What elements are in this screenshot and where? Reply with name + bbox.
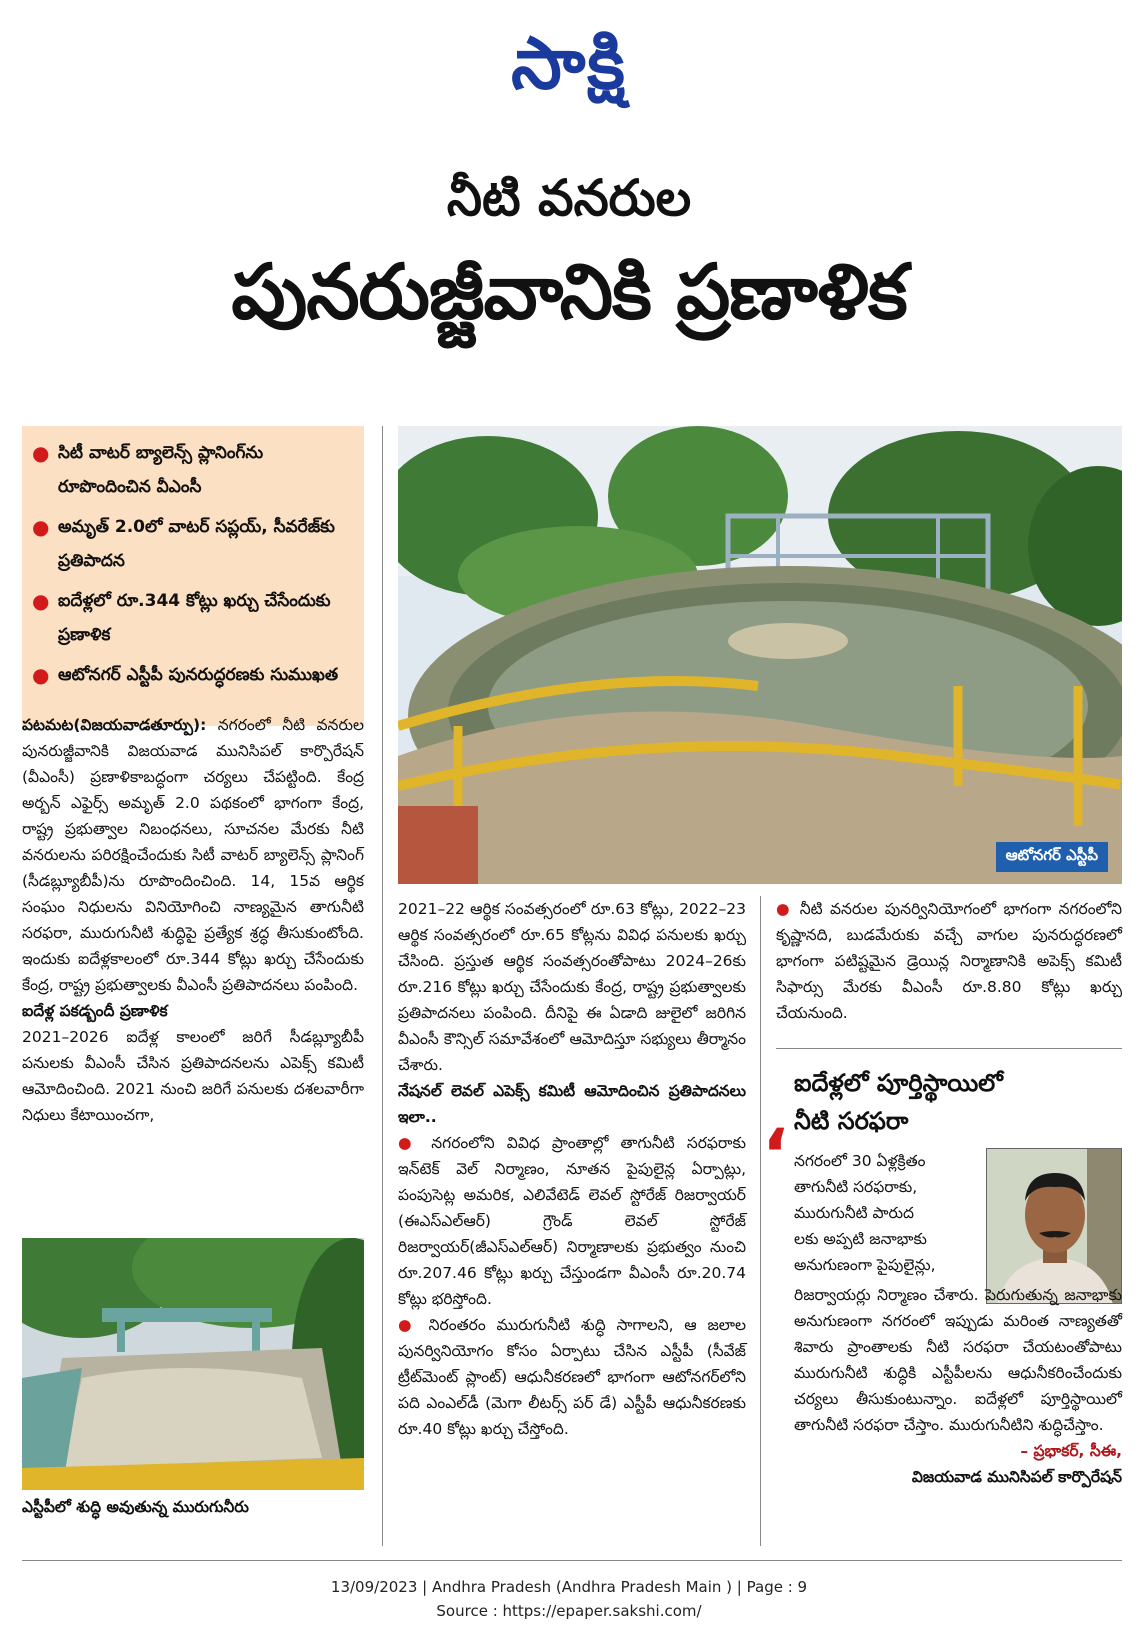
article-bullet [776,896,1122,1026]
page-footer [0,1575,1138,1623]
footer-source: Source : https://epaper.sakshi.com/ [436,1602,702,1620]
article-bullet [398,1312,746,1442]
quote-line: లకు అప్పటి జనాభాకు [794,1230,927,1248]
article-paragraph [22,712,364,998]
article-column-3 [776,896,1122,1026]
highlight-text: ఆటోనగర్ ఎస్టీపీ పునరుద్ధరణకు సుముఖత [58,665,339,685]
stp-photo-illustration [398,426,1122,884]
article-column-2 [398,896,746,1442]
quote-heading-line: ఐదేళ్లలో పూర్తిస్థాయిలో [794,1069,1003,1097]
quote-paragraph: రిజర్వాయర్లు నిర్మాణం చేశారు. పెరుగుతున్న జనాభాకు అనుగుణంగా నగరంలో ఇప్పుడు మరింత నాణ్యతతో శివారు ప్రాంతాలకు నీటి సరఫరా చేయటంతోపాటు మురుగునీటి శుద్ధికి ఎస్టీపీలను ఆధునీకరించేందుకు చర్యలు తీసుకుంటున్నాం. ఐదేళ్లలో పూర్తిస్థాయిలో తాగునీటి సరఫరా చేస్తాం. మురుగునీటిని శుద్ధిచేస్తాం. [794,1286,1122,1434]
article-paragraph: 2021–2026 ఐదేళ్ల కాలంలో జరిగే సీడబ్ల్యూబీపీ పనులకు వీఎంసీ చేసిన ప్రతిపాదనలను ఎపెక్స్ కమిటీ ఆమోదించింది. 2021 నుంచి జరిగే పనులకు దశలవారీగా నిధులు కేటాయించగా, [22,1028,364,1124]
highlight-item [32,436,350,504]
subheading: ఐదేళ్ల పకడ్బందీ ప్రణాళిక [22,1002,168,1020]
quote-mark-icon: ‘ [762,1114,789,1196]
bullet-icon: ● [32,663,50,687]
portrait-illustration [987,1149,1122,1304]
quote-line: నగరంలో 30 ఏళ్లక్రితం [794,1152,926,1170]
article-text: నగరంలోని వివిధ ప్రాంతాల్లో తాగునీటి సరఫరాకు ఇన్‌టెక్ వెల్ నిర్మాణం, నూతన పైపులైన్ల ఏర్పాట్లు, పంపుసెట్ల అమరిక, ఎలివేటెడ్ లెవల్ స్టోరేజ్ రిజర్వాయర్ (ఈఎస్ఎల్ఆర్) గ్రౌండ్ లెవల్ స్టోరేజ్ రిజర్వాయర్(జీఎస్ఎల్ఆర్) నిర్మాణాలకు ప్రభుత్వం నుంచి రూ.207.46 కోట్లు ఖర్చు చేస్తుండగా వీఎంసీ రూ.20.74 కోట్లు భరిస్తోంది. [398,1134,747,1308]
quote-heading-line: నీటి సరఫరా [794,1107,909,1135]
stp-sewage-photo [22,1238,364,1490]
sakshi-logo: సాక్షి [511,21,627,105]
dateline: పటమట(విజయవాడతూర్పు): [22,716,207,734]
subheading: నేషనల్ లెవల్ ఎపెక్స్ కమిటీ ఆమోదించిన ప్రతిపాదనలు ఇలా.. [398,1082,746,1126]
headline-main: పునరుజ్జీవానికి ప్రణాళిక [231,247,907,336]
highlight-item [32,584,350,652]
quote-text [794,1282,1122,1490]
article-text: నీటి వనరుల పునర్వినియోగంలో భాగంగా నగరంలోని కృష్ణానది, బుడమేరుకు వచ్చే వాగుల పునరుద్ధరణలో భాగంగా పటిష్టమైన డ్రెయిన్ల నిర్మాణానికి అపెక్స్ కమిటీ సిఫార్సు మేరకు వీఎంసీ రూ.8.80 కోట్లు ఖర్చు చేయనుంది. [776,900,1122,1022]
highlight-text: సిటీ వాటర్ బ్యాలెన్స్ ప్లానింగ్‌ను రూపొందించిన వీఎంసీ [58,443,264,497]
bullet-icon: ● [776,900,800,918]
quote-attribution: – ప్రభాకర్, సీఈ, [1020,1442,1122,1460]
quote-heading [794,1064,1124,1140]
article-paragraph: 2021–22 ఆర్థిక సంవత్సరంలో రూ.63 కోట్లు, 2022–23 ఆర్థిక సంవత్సరంలో రూ.65 కోట్లను వివిధ పనులకు ఖర్చు చేసింది. ప్రస్తుత ఆర్థిక సంవత్సరంతోపాటు 2024–26కు రూ.216 కోట్లు ఖర్చు చేసేందుకు కేంద్ర, రాష్ట్ర ప్రభుత్వాలకు ప్రతిపాదనలు పంపింది. దీనిపై ఈ ఏడాది జులైలో జరిగిన వీఎంసీ కౌన్సిల్ సమావేశంలో ఆమోదిస్తూ సభ్యులు తీర్మానం చేశారు. [398,900,746,1074]
highlights-box [22,426,364,726]
article-text: నగరంలో నీటి వనరుల పునరుజ్జీవానికి విజయవాడ మునిసిపల్ కార్పొరేషన్ (వీఎంసీ) ప్రణాళికాబద్ధంగా చర్యలు చేపట్టింది. కేంద్ర అర్బన్ ఎఫైర్స్ అమృత్ 2.0 పథకంలో భాగంగా కేంద్ర, రాష్ట్ర ప్రభుత్వాల నిబంధనలు, సూచనల మేరకు నీటి వనరులను పరిరక్షించేందుకు సిటీ వాటర్ బ్యాలెన్స్ ప్లానింగ్ (సీడబ్ల్యూబీపీ)ను రూపొందించింది. 14, 15వ ఆర్థిక సంఘం నిధులను వినియోగించి నాణ్యమైన తాగునీటి సరఫరా, మురుగునీటి శుద్ధిపై ప్రత్యేక శ్రద్ధ తీసుకుంటోంది. ఇందుకు ఐదేళ్లకాలంలో రూ.344 కోట్లు ఖర్చు చేసేందుకు కేంద్ర, రాష్ట్ర ప్రభుత్వాలకు వీఎంసీ ప్రతిపాదనలు పంపింది. [22,716,364,994]
article-column-1 [22,712,364,1128]
footer-divider [22,1560,1122,1561]
headline-kicker: నీటి వనరుల [446,169,692,227]
highlight-text: అమృత్ 2.0లో వాటర్ సప్లయ్, సీవరేజ్‌కు ప్రతిపాదన [58,517,335,571]
footer-edition: 13/09/2023 | Andhra Pradesh (Andhra Pradesh Main ) | Page : 9 [330,1578,808,1596]
official-portrait [986,1148,1122,1304]
highlight-item [32,510,350,578]
bullet-icon: ● [398,1316,429,1334]
bullet-icon: ● [398,1134,432,1152]
sewage-photo-caption: ఎస్టీపీలో శుద్ధి అవుతున్న మురుగునీరు [22,1498,249,1516]
quote-line: మురుగునీటి పారుద [794,1204,914,1222]
column-divider [760,896,761,1546]
section-divider [776,1048,1122,1049]
bullet-icon: ● [32,441,50,465]
article-text: నిరంతరం మురుగునీటి శుద్ధి సాగాలని, ఆ జలాల పునర్వినియోగం కోసం ఏర్పాటు చేసిన ఎస్టీపీ (సీవేజ్ ట్రీట్‌మెంట్ ప్లాంట్) ఆధునీకరణలో భాగంగా ఆటోనగర్‌లోని పది ఎంఎల్‌డీ (మెగా లీటర్స్ పర్ డే) ఎస్టీపీ ఆధునీకరణకు రూ.40 కోట్లు ఖర్చు చేస్తోంది. [398,1316,747,1438]
quote-text-narrow [794,1148,980,1278]
sewage-photo-illustration [22,1238,364,1490]
masthead [0,18,1138,108]
highlight-item [32,658,350,692]
highlight-text: ఐదేళ్లలో రూ.344 కోట్లు ఖర్చు చేసేందుకు ప్రణాళిక [58,591,331,645]
article-bullet [398,1130,746,1312]
quote-line: అనుగుణంగా పైపులైన్లు, [794,1256,936,1274]
bullet-icon: ● [32,589,50,613]
quote-organization: విజయవాడ మునిసిపల్ కార్పొరేషన్ [911,1468,1122,1486]
bullet-icon: ● [32,515,50,539]
quote-line: తాగునీటి సరఫరాకు, [794,1178,918,1196]
stp-photo [398,426,1122,884]
column-divider [382,426,383,1546]
stp-photo-caption: ఆటోనగర్ ఎస్టీపీ [996,842,1108,872]
